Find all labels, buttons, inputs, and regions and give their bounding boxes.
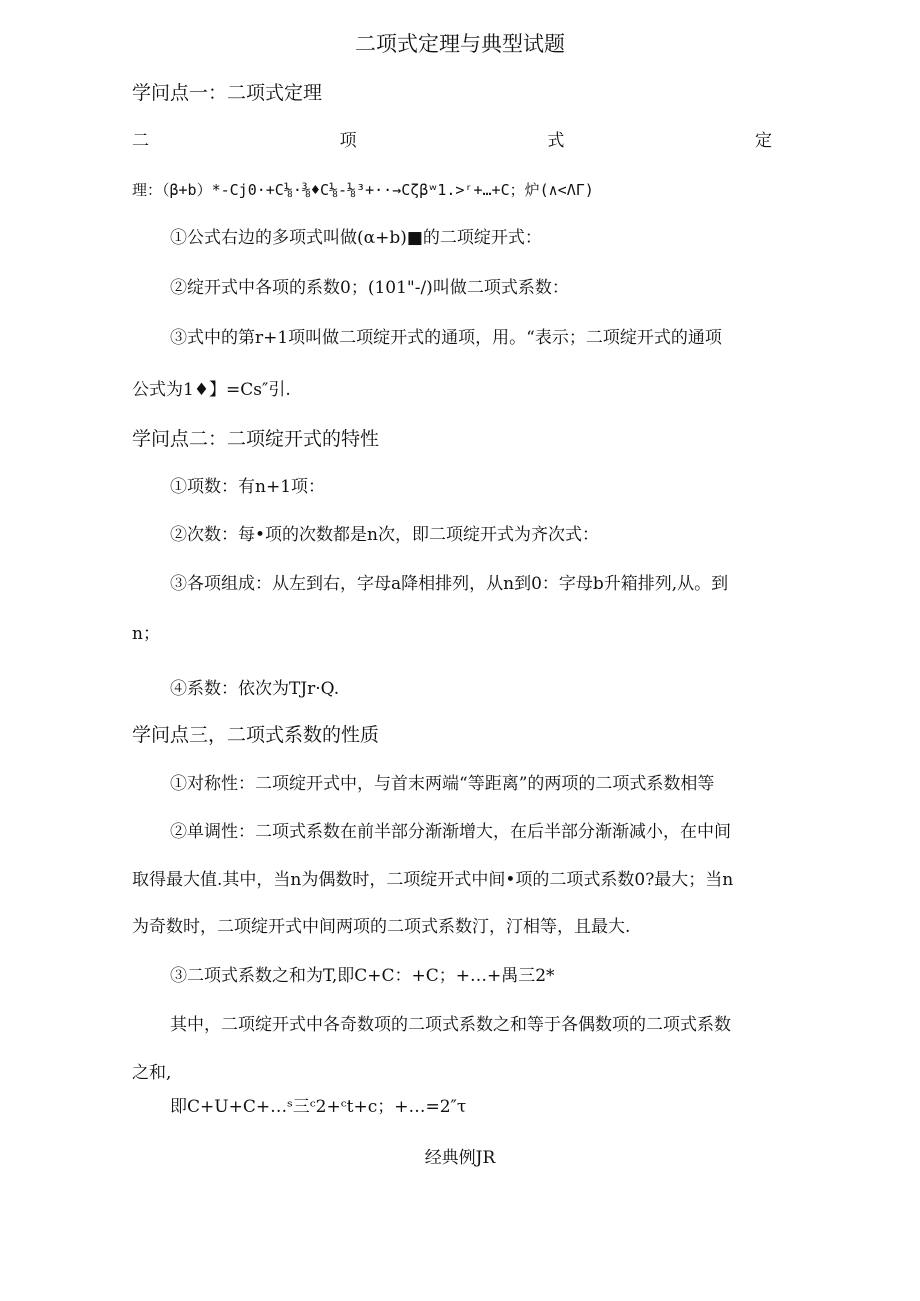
s3-item-1: ①对称性：二项绽开式中，与首末两端“等距离”的两项的二项式系数相等 (170, 774, 715, 794)
s3-sum-formula: 即C+U+C+…ˢ三ᶜ2+ᶜt+c；+…=2″τ (170, 1097, 467, 1117)
section-3-heading: 学问点三，二项式系数的性质 (132, 724, 380, 746)
s2-item-3: ③各项组成：从左到右，字母a降相排列，从n到0：字母b升箱排列,从。到 (170, 574, 729, 594)
spread-char-1: 二 (132, 131, 149, 151)
s1-item-2: ②绽开式中各项的系数0；(101"-/)叫做二项式系数： (170, 278, 569, 298)
s3-paragraph: 其中，二项绽开式中各奇数项的二项式系数之和等于各偶数项的二项式系数 (170, 1015, 731, 1035)
section-2-heading: 学问点二：二项绽开式的特性 (132, 428, 380, 450)
spread-char-3: 式 (547, 131, 565, 151)
spread-char-2: 项 (339, 131, 357, 151)
s2-item-2: ②次数：每•项的次数都是n次，即二项绽开式为齐次式： (170, 525, 599, 545)
theorem-formula-line: 理：（β+b）*-Cj0·+C⅛·⅜♦C⅛-⅛³+··→Cζβʷ1.>ʳ+…+C；炉(∧<ΛΓ) (132, 181, 594, 199)
section-1-heading: 学问点一：二项式定理 (132, 82, 323, 104)
s1-item-1: ①公式右边的多项式叫做(α+b)■的二项绽开式： (170, 228, 542, 248)
theorem-spread-line (132, 129, 772, 153)
s1-item-3-cont: 公式为1♦】=Cs″引. (132, 380, 291, 400)
document-title: 二项式定理与典型试题 (355, 32, 565, 56)
s1-item-3: ③式中的第r+1项叫做二项绽开式的通项，用。“表示；二项绽开式的通项 (170, 328, 722, 348)
s2-item-3-cont: n； (132, 624, 160, 644)
spread-char-4: 定 (754, 131, 772, 151)
s2-item-1: ①项数：有n+1项： (170, 477, 326, 497)
s2-item-4: ④系数：依次为TJr·Q. (170, 679, 340, 699)
s3-item-3: ③二项式系数之和为T,即C+C：+C；+…+禺三2* (170, 966, 555, 986)
s3-item-2: ②单调性：二项式系数在前半部分渐渐增大，在后半部分渐渐减小，在中间 (170, 822, 731, 842)
section-footer-label: 经典例JR (424, 1148, 496, 1168)
s3-item-2-cont-2: 为奇数时，二项绽开式中间两项的二项式系数汀，汀相等，且最大. (132, 917, 631, 937)
s3-paragraph-cont: 之和, (132, 1063, 172, 1083)
s3-item-2-cont-1: 取得最大值.其中，当n为偶数时，二项绽开式中间•项的二项式系数0?最大；当n (132, 870, 734, 890)
